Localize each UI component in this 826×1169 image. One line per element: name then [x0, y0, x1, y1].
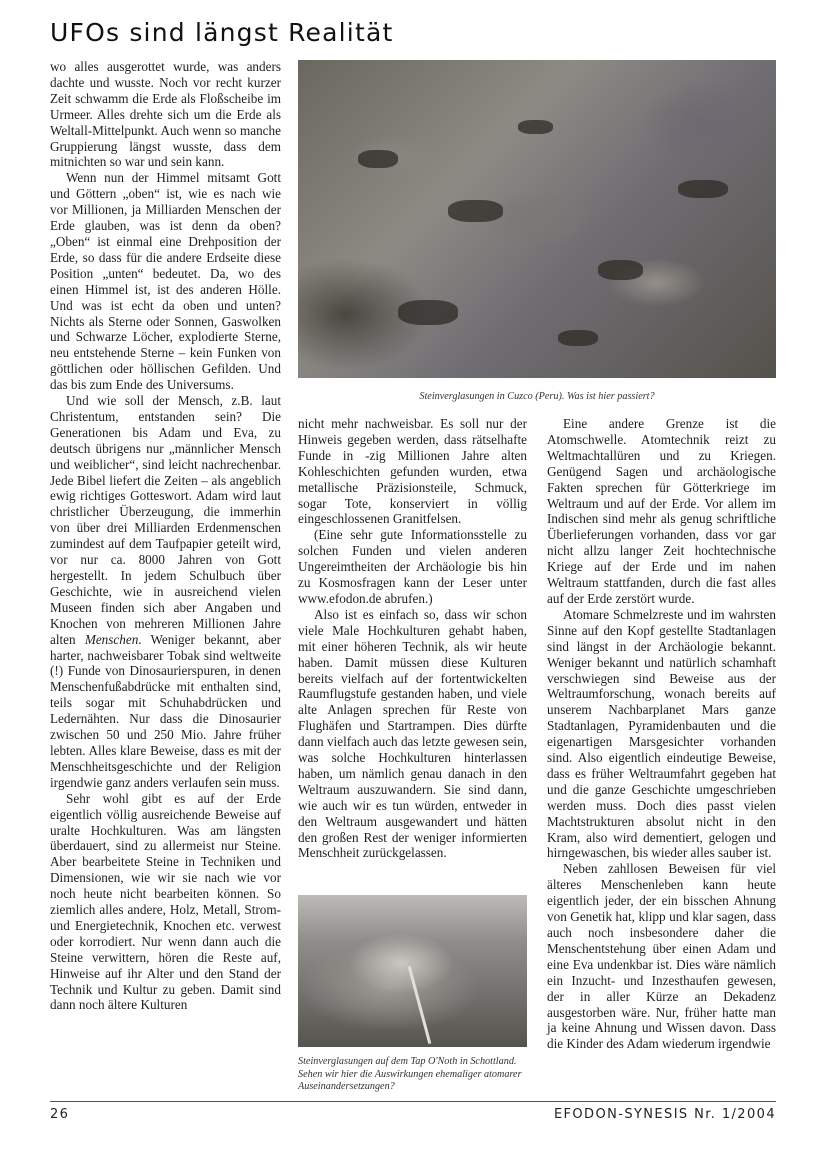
photo-cuzco-stone	[298, 60, 776, 378]
text-column-1	[50, 59, 281, 1013]
paragraph: Sehr wohl gibt es auf der Erde eigentlich völlig ausreichende Beweise auf uralte Hochkulturen. Was am längsten überdauert, sind zu allermeist nur Steine. Aber bearbeitete Steine in Techniken und Dimensionen, wie wir sie nach wie vor noch heute nicht bearbeiten können. So ziemlich alles andere, Holz, Metall, Strom- und Energietechnik, Knochen etc. verwest oder korrodiert. Nur wenn dann auch die Steine verwittern, hören die Reste auf, Hinweise auf ihr Alter und den Stand der Technik und Kultur zu geben. Damit sind dann noch ältere Kulturen	[50, 790, 281, 1013]
photo-caption: Steinverglasungen in Cuzco (Peru). Was ist hier passiert?	[419, 391, 655, 402]
text-column-2	[298, 416, 527, 861]
paragraph-text: Und wie soll der Mensch, z.B. laut Christentum, entstanden sein? Die Generationen bis Adam und Eva, zu deutsch übrigens nur „männlicher Mensch und weiblicher“, sind leicht nachrechenbar. Jede Bibel liefert die Zeiten – als angeblich ewig richtiges Gotteswort. Adam wird laut christlicher Überzeugung, die immerhin von über drei Milliarden Erdenmenschen zumindest auf dem Taufpapier geteilt wird, vor nur ca. 8000 Jahren von Gott hergestellt. In jedem Schulbuch über Geschichte, wie in ausreichend vielen Museen finden sich aber Angaben und Knochen von mehreren Millionen Jahre alten	[50, 393, 281, 647]
paragraph: nicht mehr nachweisbar. Es soll nur der Hinweis gegeben werden, dass rätselhafte Funde in -zig Millionen Jahre alten Kohleschichten gefunden wurden, etwa metallische Präzisionsteile, Schmuck, sogar Tote, konserviert in völlig eingeschlossenen Granitfelsen.	[298, 416, 527, 527]
paragraph-text: . Weniger bekannt, aber harter, nachweisbarer Tobak sind weltweite (!) Funde von Dinosaurierspuren, in denen Menschenfußabdrücke mit enthalten sind, teils sogar mit Schuhabdrücken und Ledernähten. Nur dass die Dinosaurier zwischen 50 und 250 Mio. Jahre früher lebten. Alles klare Beweise, dass es mit der Menschheitsgeschichte und der Religion irgendwie ganz anders verlaufen sein muss.	[50, 631, 281, 790]
footer-divider	[50, 1101, 776, 1102]
paragraph: Also ist es einfach so, dass wir schon viele Male Hochkulturen gehabt haben, mit einer höheren Technik, als wir heute haben. Damit müssen diese Kulturen bereits vielfach auf der fortentwickelten Raumflugstufe gestanden haben, und viele alte Anlagen sprechen für Reste von Flughäfen und Startrampen. Dies dürfte dann vielfach auch das letzte gewesen sein, was solche Hochkulturen hinterlassen haben, um nämlich genau danach in den Weltraum auszuwandern. Sie sind dann, wie auch wir es tun würden, entweder in den Weltraum ausgewandert und hätten den großen Rest der weniger informierten Menschheit zurückgelassen.	[298, 606, 527, 861]
paragraph: Eine andere Grenze ist die Atomschwelle. Atomtechnik reizt zu Weltmachtallüren und zu Kriegen. Genügend Sagen und archäologische Fakten sprechen für Götterkriege im Weltraum und auf der Erde. Vor allem im Indischen sind mehr als genug schriftliche Überlieferungen vorhanden, dass vor gar nicht allzu langer Zeit hochtechnische Kriege auf der Erde und im nahen Weltraum stattfanden, durch die fast alles auf der Erde zerstört wurde.	[547, 416, 776, 606]
paragraph: Neben zahllosen Beweisen für viel älteres Menschenleben kann heute eigentlich jeder, der ein bisschen Ahnung von Genetik hat, klipp und klar sagen, dass auch noch insbesondere daher die Menschentstehung über einen Adam und eine Eva undenkbar ist. Dies wäre nämlich ein Inzucht- und Inzesthaufen gewesen, der in aller Kürze an Dekadenz ausgestorben wäre. Nur, früher hatte man ja keine Ahnung und Wissen davon. Dass die Kinder des Adam wiederum irgendwie	[547, 861, 776, 1052]
photo-caption: Steinverglasungen auf dem Tap O'Noth in Schottland. Sehen wir hier die Auswirkungen ehemaliger atomarer Auseinandersetzungen?	[298, 1056, 522, 1093]
paragraph	[50, 393, 281, 791]
page-number: 26	[50, 1107, 70, 1122]
photo-tap-onoth-hill	[298, 895, 527, 1047]
emphasis-text: Menschen	[84, 631, 139, 647]
paragraph: Atomare Schmelzreste und im wahrsten Sinne auf den Kopf gestellte Stadtanlagen sind längst in der Archäologie bekannt. Weniger bekannt und natürlich schamhaft verschwiegen sind Beweise aus der Weltraumforschung, wonach bereits auf unserem Nachbarplanet Mars ganze Stadtanlagen, Pyramidenbauten und die eigenartigen Marsgesichter vorhanden sind. Also eigentlich eindeutige Beweise, dass es früher Weltraumfahrt gegeben hat und die ganze Geschichte umgeschrieben werden muss. Doch dies passt vielen Machtstrukturen absolut nicht in den Kram, also wird dementiert, gelogen und hirngewaschen, bis wieder alles sauber ist.	[547, 606, 776, 861]
paragraph: wo alles ausgerottet wurde, was anders dachte und wusste. Noch vor recht kurzer Zeit schwamm die Erde als Floßscheibe im Urmeer. Alles drehte sich um die Erde als Weltall-Mittelpunkt. Auch wenn so manche Gruppierung längst wusste, dass dem mitnichten so war und sein kann.	[50, 59, 281, 170]
paragraph: Wenn nun der Himmel mitsamt Gott und Göttern „oben“ ist, wie es nach wie vor Millionen, ja Milliarden Menschen der Erde glauben, was ist denn da oben? „Oben“ ist einmal eine Drehposition der Erde, so dass für die andere Erdseite diese Position „unten“ bedeutet. Da, wo des einen Himmel ist, ist des anderen Hölle. Und was ist echt da oben und unten? Nichts als Sterne oder Sonnen, Gaswolken und Schwarze Löcher, explodierte Sterne, neu entstehende Sterne – kein Funken von göttlichen oder höllischen Gefilden. Und das bis zum Ende des Universums.	[50, 170, 281, 393]
text-column-3	[547, 416, 776, 1052]
paragraph: (Eine sehr gute Informationsstelle zu solchen Funden und vielen anderen Ungereimtheiten der Archäologie bis hin zu Kosmosfragen kann der Leser unter www.efodon.de abrufen.)	[298, 527, 527, 606]
article-title: UFOs sind längst Realität	[50, 18, 394, 47]
magazine-issue: EFODON-SYNESIS Nr. 1/2004	[553, 1107, 776, 1122]
